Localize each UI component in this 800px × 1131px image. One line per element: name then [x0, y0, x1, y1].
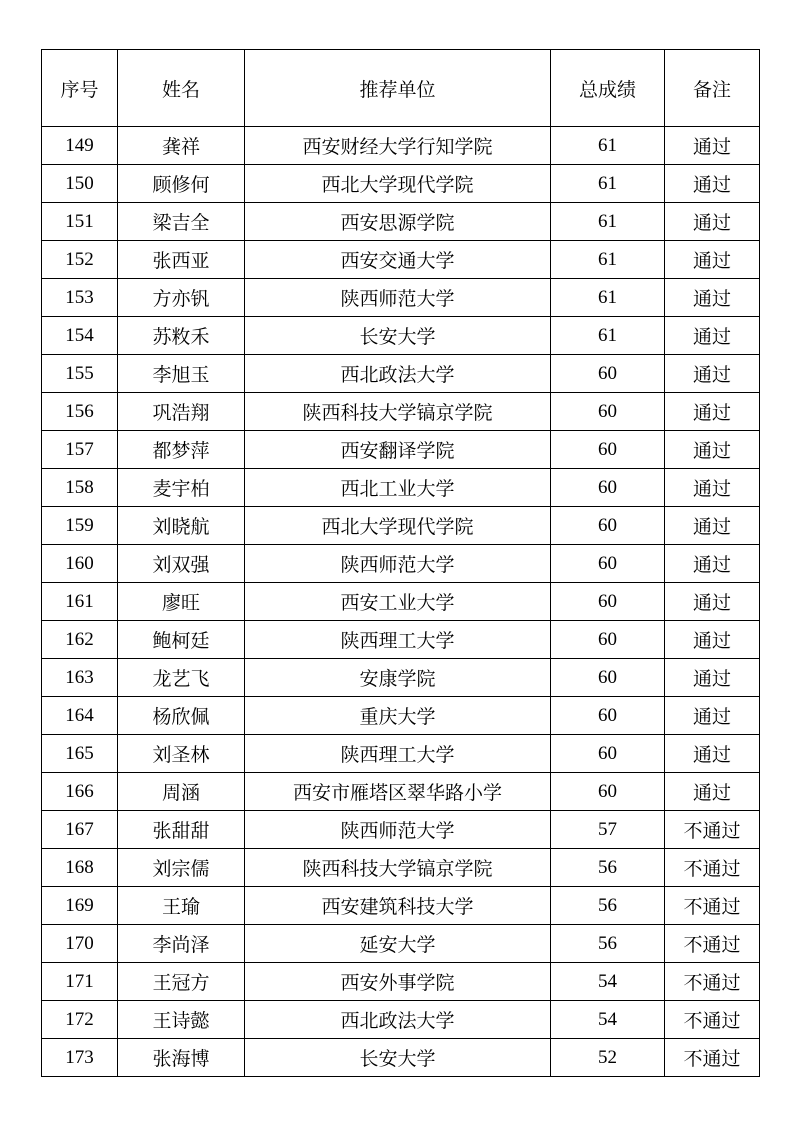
cell-seq: 165 [42, 735, 118, 773]
results-table [41, 49, 760, 1077]
table-row [42, 1001, 760, 1039]
cell-unit: 陕西师范大学 [245, 545, 551, 583]
table-row [42, 887, 760, 925]
cell-unit: 西安财经大学行知学院 [245, 127, 551, 165]
cell-name: 王冠方 [118, 963, 245, 1001]
cell-unit: 西安思源学院 [245, 203, 551, 241]
cell-note: 不通过 [665, 1001, 760, 1039]
cell-score: 61 [551, 317, 665, 355]
cell-unit: 西北大学现代学院 [245, 507, 551, 545]
column-header-name: 姓名 [118, 50, 245, 127]
cell-seq: 168 [42, 849, 118, 887]
cell-name: 李旭玉 [118, 355, 245, 393]
cell-seq: 156 [42, 393, 118, 431]
cell-seq: 158 [42, 469, 118, 507]
cell-note: 不通过 [665, 887, 760, 925]
cell-score: 60 [551, 735, 665, 773]
table-row [42, 127, 760, 165]
table-row [42, 507, 760, 545]
cell-score: 60 [551, 697, 665, 735]
cell-seq: 163 [42, 659, 118, 697]
cell-note: 通过 [665, 393, 760, 431]
cell-name: 方亦钒 [118, 279, 245, 317]
cell-name: 杨欣佩 [118, 697, 245, 735]
table-row [42, 393, 760, 431]
cell-name: 鲍柯廷 [118, 621, 245, 659]
cell-unit: 西安建筑科技大学 [245, 887, 551, 925]
cell-name: 顾修何 [118, 165, 245, 203]
cell-note: 通过 [665, 469, 760, 507]
cell-note: 通过 [665, 659, 760, 697]
table-row [42, 735, 760, 773]
cell-score: 61 [551, 165, 665, 203]
table-row [42, 1039, 760, 1077]
table-row [42, 431, 760, 469]
cell-score: 54 [551, 1001, 665, 1039]
cell-score: 60 [551, 507, 665, 545]
cell-name: 王诗懿 [118, 1001, 245, 1039]
cell-seq: 153 [42, 279, 118, 317]
cell-score: 60 [551, 773, 665, 811]
column-header-unit: 推荐单位 [245, 50, 551, 127]
table-row [42, 317, 760, 355]
cell-unit: 西北政法大学 [245, 355, 551, 393]
cell-unit: 延安大学 [245, 925, 551, 963]
header-row [42, 50, 760, 127]
cell-score: 56 [551, 925, 665, 963]
cell-score: 54 [551, 963, 665, 1001]
cell-unit: 安康学院 [245, 659, 551, 697]
cell-score: 61 [551, 279, 665, 317]
cell-unit: 西北政法大学 [245, 1001, 551, 1039]
cell-name: 龙艺飞 [118, 659, 245, 697]
table-row [42, 583, 760, 621]
cell-score: 61 [551, 127, 665, 165]
cell-note: 通过 [665, 773, 760, 811]
cell-note: 通过 [665, 545, 760, 583]
table-row [42, 165, 760, 203]
cell-unit: 长安大学 [245, 1039, 551, 1077]
table-row [42, 355, 760, 393]
cell-seq: 164 [42, 697, 118, 735]
cell-seq: 155 [42, 355, 118, 393]
cell-note: 通过 [665, 317, 760, 355]
table-body [42, 127, 760, 1077]
cell-note: 通过 [665, 279, 760, 317]
cell-seq: 157 [42, 431, 118, 469]
cell-note: 通过 [665, 507, 760, 545]
cell-score: 60 [551, 393, 665, 431]
cell-unit: 西安交通大学 [245, 241, 551, 279]
cell-seq: 162 [42, 621, 118, 659]
column-header-score: 总成绩 [551, 50, 665, 127]
table-row [42, 279, 760, 317]
cell-name: 龚祥 [118, 127, 245, 165]
cell-unit: 重庆大学 [245, 697, 551, 735]
cell-note: 通过 [665, 241, 760, 279]
cell-note: 不通过 [665, 811, 760, 849]
cell-seq: 151 [42, 203, 118, 241]
table-header [42, 50, 760, 127]
cell-unit: 西北工业大学 [245, 469, 551, 507]
cell-name: 刘圣林 [118, 735, 245, 773]
cell-unit: 陕西师范大学 [245, 811, 551, 849]
cell-seq: 159 [42, 507, 118, 545]
table-row [42, 697, 760, 735]
cell-score: 60 [551, 621, 665, 659]
table-row [42, 925, 760, 963]
table-row [42, 811, 760, 849]
cell-seq: 152 [42, 241, 118, 279]
cell-name: 苏敉禾 [118, 317, 245, 355]
cell-unit: 陕西理工大学 [245, 621, 551, 659]
cell-seq: 166 [42, 773, 118, 811]
cell-note: 不通过 [665, 925, 760, 963]
column-header-seq: 序号 [42, 50, 118, 127]
cell-name: 刘晓航 [118, 507, 245, 545]
cell-seq: 173 [42, 1039, 118, 1077]
cell-unit: 陕西科技大学镐京学院 [245, 849, 551, 887]
cell-score: 60 [551, 431, 665, 469]
table-row [42, 963, 760, 1001]
cell-unit: 西安外事学院 [245, 963, 551, 1001]
cell-unit: 西安翻译学院 [245, 431, 551, 469]
cell-note: 不通过 [665, 963, 760, 1001]
cell-seq: 170 [42, 925, 118, 963]
cell-score: 56 [551, 887, 665, 925]
cell-name: 张海博 [118, 1039, 245, 1077]
cell-name: 周涵 [118, 773, 245, 811]
cell-note: 通过 [665, 127, 760, 165]
table-row [42, 659, 760, 697]
column-header-note: 备注 [665, 50, 760, 127]
cell-name: 张西亚 [118, 241, 245, 279]
cell-note: 通过 [665, 621, 760, 659]
cell-score: 52 [551, 1039, 665, 1077]
cell-name: 李尚泽 [118, 925, 245, 963]
cell-seq: 167 [42, 811, 118, 849]
cell-name: 王瑜 [118, 887, 245, 925]
cell-name: 刘双强 [118, 545, 245, 583]
table-row [42, 545, 760, 583]
cell-score: 60 [551, 545, 665, 583]
cell-name: 巩浩翔 [118, 393, 245, 431]
table-row [42, 773, 760, 811]
cell-seq: 150 [42, 165, 118, 203]
cell-unit: 西安市雁塔区翠华路小学 [245, 773, 551, 811]
cell-unit: 西北大学现代学院 [245, 165, 551, 203]
cell-name: 麦宇柏 [118, 469, 245, 507]
cell-unit: 陕西师范大学 [245, 279, 551, 317]
cell-note: 不通过 [665, 849, 760, 887]
cell-score: 60 [551, 355, 665, 393]
table-row [42, 849, 760, 887]
table-row [42, 621, 760, 659]
cell-unit: 西安工业大学 [245, 583, 551, 621]
cell-seq: 171 [42, 963, 118, 1001]
cell-score: 57 [551, 811, 665, 849]
cell-name: 刘宗儒 [118, 849, 245, 887]
cell-score: 60 [551, 583, 665, 621]
cell-name: 梁吉全 [118, 203, 245, 241]
cell-unit: 长安大学 [245, 317, 551, 355]
cell-seq: 169 [42, 887, 118, 925]
cell-score: 60 [551, 469, 665, 507]
cell-seq: 149 [42, 127, 118, 165]
cell-note: 通过 [665, 735, 760, 773]
cell-name: 廖旺 [118, 583, 245, 621]
cell-seq: 172 [42, 1001, 118, 1039]
cell-name: 张甜甜 [118, 811, 245, 849]
cell-unit: 陕西理工大学 [245, 735, 551, 773]
table-row [42, 241, 760, 279]
cell-note: 通过 [665, 165, 760, 203]
cell-unit: 陕西科技大学镐京学院 [245, 393, 551, 431]
cell-note: 通过 [665, 697, 760, 735]
cell-note: 通过 [665, 583, 760, 621]
cell-score: 56 [551, 849, 665, 887]
cell-name: 都梦萍 [118, 431, 245, 469]
cell-score: 60 [551, 659, 665, 697]
table-row [42, 203, 760, 241]
cell-note: 通过 [665, 203, 760, 241]
cell-note: 通过 [665, 355, 760, 393]
cell-score: 61 [551, 203, 665, 241]
cell-seq: 161 [42, 583, 118, 621]
cell-note: 通过 [665, 431, 760, 469]
table-row [42, 469, 760, 507]
cell-seq: 160 [42, 545, 118, 583]
cell-note: 不通过 [665, 1039, 760, 1077]
cell-seq: 154 [42, 317, 118, 355]
cell-score: 61 [551, 241, 665, 279]
